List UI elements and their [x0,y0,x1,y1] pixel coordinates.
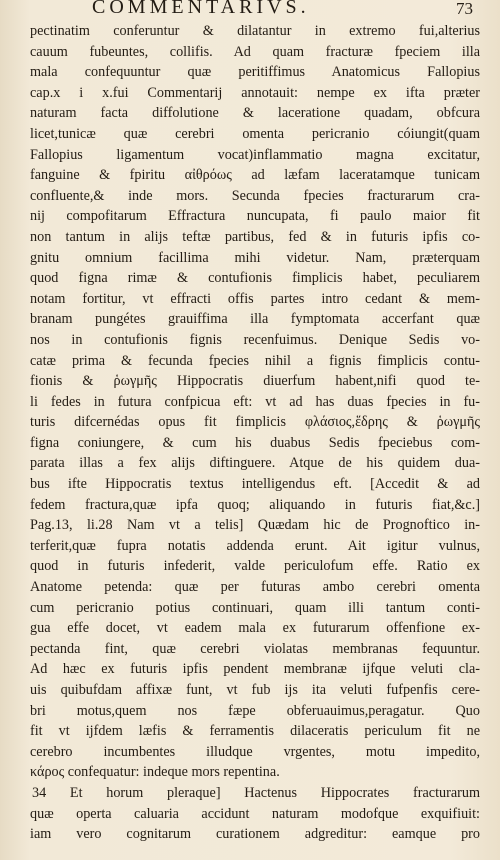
text-line: licet,tunicæ quæ cerebri omenta pericranio cóiungit(quam [30,125,480,142]
text-line: Anatome petenda: quæ per futuras ambo cerebri omenta [30,579,480,596]
text-line: nij compofitarum Effractura nuncupata, fi paulo maior fit [30,208,480,225]
text-line: uis quibufdam affixæ funt, vt fub ijs ita veluti fufpenfis cere- [30,682,480,698]
text-line: iam vero cognitarum curationem adgreditur: eamque pro [30,826,480,843]
text-line: cum pericranio potius continuari, quam illi tantum conti- [30,599,480,616]
text-line: Pag.13, li.28 Nam vt a telis] Quædam hic de Prognoftico in- [30,517,480,534]
text-line: κάρος confequatur: indeque mors repentina. [30,764,280,781]
text-line: non tantum in alijs teftæ partibus, fed & in futuris ipfis co- [30,228,480,245]
text-line: nos in contufionis fignis recenfuimus. Denique Sedis vo- [30,331,480,348]
text-line: terferit,quæ fupra notatis addenda erunt. Ait igitur vulnus, [30,537,480,554]
text-line: cap.x i x.fui Commentarij annotauit: nempe ex ifta præter [30,84,480,101]
text-line: catæ prima & fecunda fpecies nihil a fignis fimplicis contu- [30,352,480,369]
text-line: quod figna rimæ & contufionis fimplicis habet, peculiarem [30,270,480,287]
text-line: cauum fubeuntes, collifis. Ad quam fracturæ fpeciem illa [30,43,480,60]
text-line: branam pungétes grauiffima illa fymptomata accerfant quæ [30,311,480,328]
text-line: quod in futuris infederit, valde periculofum effe. Ratio ex [30,558,480,575]
page-number: 73 [456,0,473,18]
text-line: gnitu omnium facillima mihi videtur. Nam, præterquam [30,249,480,266]
text-line: confluente,& inde mors. Secunda fpecies fracturarum cra- [30,187,480,204]
text-line: turis difcernédas opus fit fimplicis φλάσιος,ἕδρης & ῥωγμῆς [30,414,480,431]
running-head: COMMENTARIVS. [92,0,310,18]
text-line: quæ operta caluaria accidunt naturam modofque exquifiuit: [30,805,480,822]
text-line: figna coniungere, & cum his duabus Sedis fpeciebus com- [30,434,480,451]
text-line: Fallopius ligamentum vocat)inflammatio magna excitatur, [30,146,480,163]
text-line: li fedes in futura confpicua eft: vt ad has duas fpecies in fu- [30,393,480,410]
text-line: Ad hæc ex futuris ipfis pendent membranæ ijfque veluti cla- [30,661,480,678]
text-line: pectinatim conferuntur & dilatantur in extremo fui,alterius [30,23,480,39]
text-line: fit vt ijfdem læfis & ferramentis dilaceratis periculum fit ne [30,723,480,740]
text-line: mala confequuntur quæ peritiffimus Anatomicus Fallopius [30,64,480,81]
text-line: gua effe docet, vt eadem mala ex futurarum offenfione ex- [30,620,480,637]
text-line: naturam facta diffolutione & laceratione quadam, obfcura [30,105,480,122]
text-line: 34 Et horum pleraque] Hactenus Hippocrates fracturarum [32,784,480,801]
text-line: fionis & ῥωγμῆς Hippocratis diuerfum habent,nifi quod te- [30,373,480,390]
text-line: pectanda fint, quæ cerebri violatas membranas fequuntur. [30,640,480,657]
page-header [0,0,500,20]
text-line: fedem fractura,quæ ipfa quoq; aliquando in futuris fiat,&c.] [30,496,480,513]
text-line: cerebro incumbentes illudque vrgentes, motu impedito, [30,743,480,760]
text-line: bus ifte Hippocratis textus intelligendus eft. [Accedit & ad [30,476,480,493]
text-line: notam fortitur, vt effracti offis partes intro cedant & mem- [30,290,480,307]
text-line: fanguine & fpiritu αἰθρόως ad læfam laceratamque tunicam [30,167,480,184]
body-text [30,21,480,845]
text-line: bri motus,quem nos fæpe obferuauimus,peragatur. Quo [30,702,480,719]
text-line: parata illas a fex alijs diftinguere. Atque de his quidem dua- [30,455,480,472]
